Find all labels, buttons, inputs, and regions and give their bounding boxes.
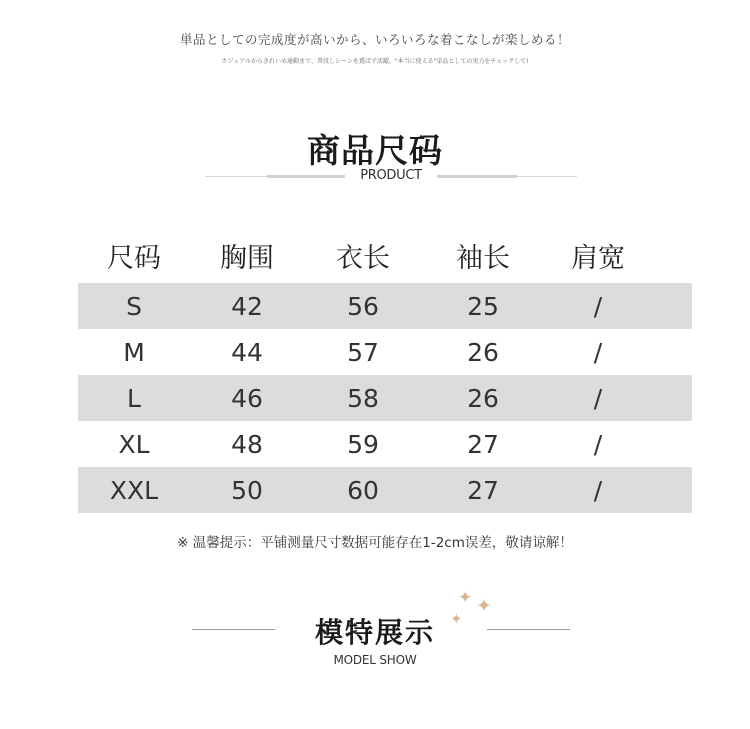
table-cell: 26 [467, 337, 499, 367]
table-cell: 46 [231, 383, 263, 413]
product-divider [205, 167, 577, 187]
header-subline: カジュアルからきれいめ通勤まで、普段しシーンを選ばず活躍。"本当に使える"単品としての実力をチェックして! [221, 58, 529, 65]
sparkle-icon: ✦ [476, 595, 492, 617]
table-cell: / [593, 429, 603, 459]
divider-line-right-thick [437, 175, 517, 178]
table-cell: 57 [347, 337, 379, 367]
table-cell: XL [118, 429, 150, 459]
column-header: 肩宽 [571, 243, 625, 274]
product-section-subtitle: PRODUCT [360, 168, 422, 183]
table-cell: 56 [347, 291, 379, 321]
column-header: 衣长 [336, 243, 390, 274]
divider-line-right-thin [517, 176, 577, 177]
table-cell: L [127, 383, 141, 413]
column-header: 胸围 [220, 243, 274, 274]
measurement-note: ※ 温馨提示：平铺测量尺寸数据可能存在1-2cm误差，敬请谅解！ [177, 535, 573, 551]
sparkle-icon: ✦ [458, 588, 473, 608]
table-row [78, 329, 692, 375]
table-cell: 44 [231, 337, 263, 367]
table-cell: 58 [347, 383, 379, 413]
size-table-header [78, 228, 692, 283]
column-header: 尺码 [107, 243, 161, 274]
table-row [78, 421, 692, 467]
table-cell: 60 [347, 475, 379, 505]
product-section-title: 商品尺码 [307, 131, 443, 170]
table-cell: / [593, 475, 603, 505]
table-cell: S [126, 291, 142, 321]
table-cell: 42 [231, 291, 263, 321]
table-cell: 48 [231, 429, 263, 459]
table-cell: M [123, 337, 145, 367]
table-cell: 27 [467, 475, 499, 505]
table-cell: XXL [109, 475, 159, 505]
table-row [78, 467, 692, 513]
divider-line-left-thick [267, 175, 345, 178]
model-divider-right [487, 629, 570, 630]
table-cell: 27 [467, 429, 499, 459]
table-row [78, 375, 692, 421]
header-tagline: 単品としての完成度が高いから、いろいろな着こなしが楽しめる！ [179, 32, 570, 47]
column-header: 袖长 [456, 243, 510, 274]
size-table [78, 228, 692, 513]
table-cell: 26 [467, 383, 499, 413]
sparkle-icon: ✦ [450, 610, 463, 628]
table-cell: 50 [231, 475, 263, 505]
table-cell: / [593, 291, 603, 321]
table-cell: / [593, 337, 603, 367]
model-section-title: 模特展示 [314, 616, 435, 649]
table-cell: 25 [467, 291, 499, 321]
table-row [78, 283, 692, 329]
table-cell: / [593, 383, 603, 413]
table-cell: 59 [347, 429, 379, 459]
model-section-subtitle: MODEL SHOW [333, 653, 417, 667]
divider-line-left-thin [205, 176, 267, 177]
